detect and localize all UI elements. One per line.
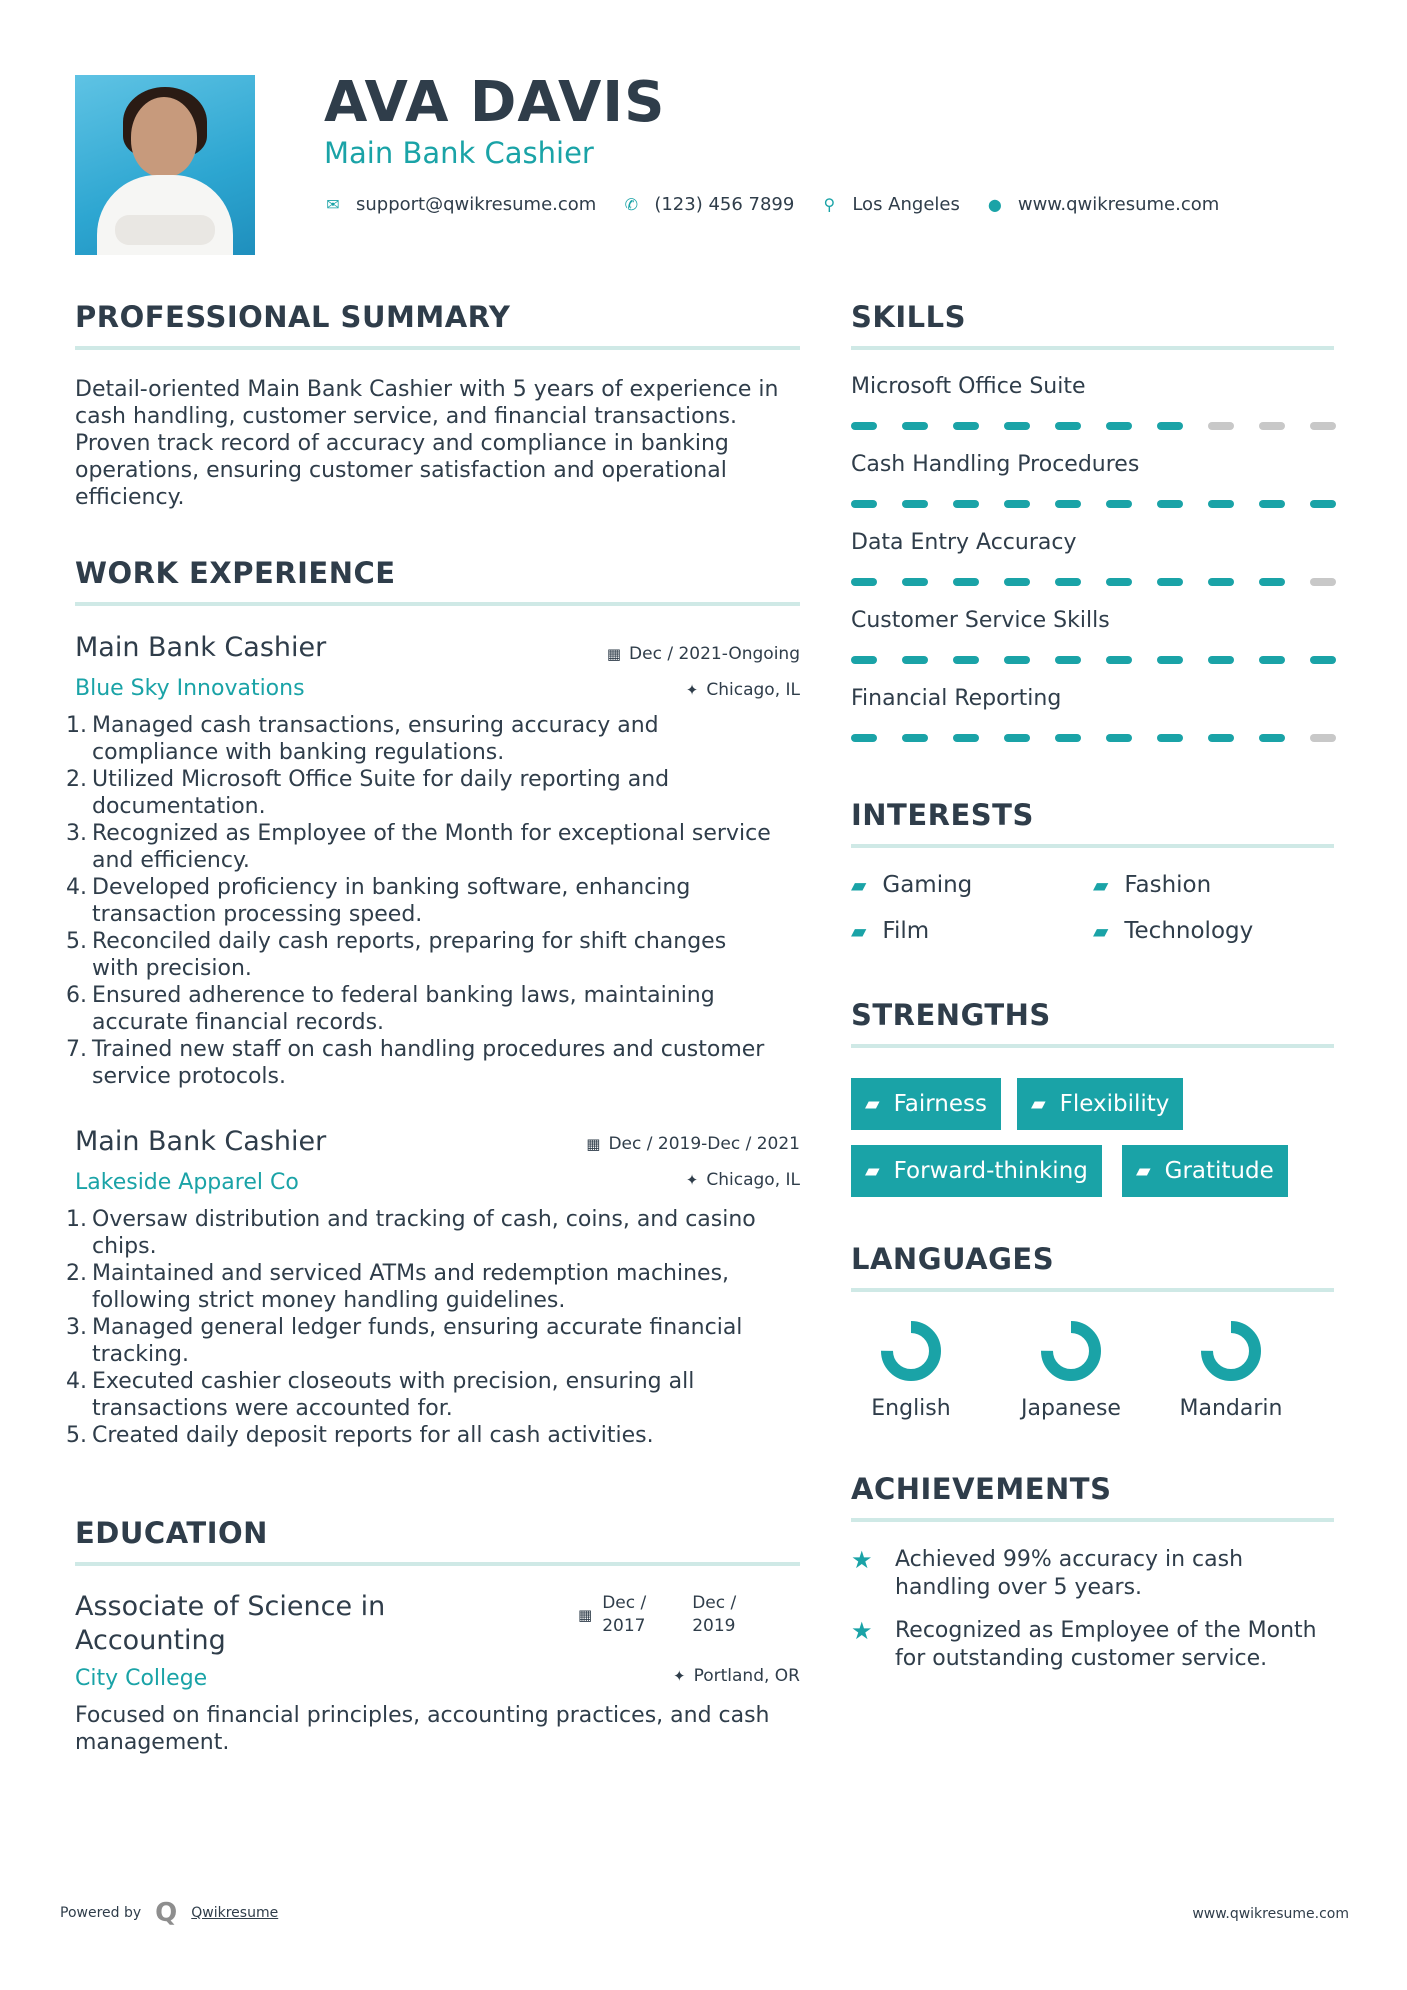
calendar-icon: ▦ [578,1606,593,1624]
job-company: Blue Sky Innovations [75,676,305,701]
achievement-item [851,1617,1351,1673]
duty-text [92,982,715,1036]
skill-dot-filled [1106,500,1132,508]
duty-text [92,874,690,928]
duty-line: Utilized Microsoft Office Suite for daily reporting and [92,767,670,792]
skill-dot-filled [953,500,979,508]
job-title: Main Bank Cashier [75,632,327,663]
footer-website[interactable]: www.qwikresume.com [1192,1906,1349,1922]
contact-location: Los Angeles [852,194,960,215]
education-end-month: Dec / [692,1593,737,1613]
duty-text [92,712,659,766]
skill-dot-filled [953,422,979,430]
duty-number: 6. [66,983,87,1008]
skill-dot-filled [1055,422,1081,430]
languages-divider [851,1288,1334,1292]
education-end-year: 2019 [692,1616,736,1636]
skill-name: Data Entry Accuracy [851,530,1077,555]
duty-item [66,1368,796,1422]
duty-line: and efficiency. [92,848,250,873]
skill-dot-filled [1055,734,1081,742]
education-divider [75,1562,800,1566]
strength-chip [851,1078,1001,1130]
strength-label: Gratitude [1164,1158,1274,1184]
skill-dot-filled [902,656,928,664]
star-icon: ★ [851,1546,873,1574]
duty-line: transactions were accounted for. [92,1396,453,1421]
education-location-text: Portland, OR [693,1666,800,1686]
skill-dot-filled [1055,578,1081,586]
education-dates [578,1592,736,1638]
book-icon: ▰ [1136,1160,1151,1182]
pin-icon: ✦ [685,681,699,699]
duty-line: tracking. [92,1342,190,1367]
pin-icon: ✦ [685,1171,699,1189]
calendar-icon: ▦ [586,1135,601,1153]
achievement-line: handling over 5 years. [895,1575,1143,1600]
skill-name: Customer Service Skills [851,608,1110,633]
skill-dot-filled [1157,578,1183,586]
duty-line: Ensured adherence to federal banking laws, maintaining [92,983,715,1008]
email-icon: ✉ [326,195,340,214]
job-location-text: Chicago, IL [706,1170,800,1190]
skill-dot-filled [953,734,979,742]
language-progress-ring [1040,1320,1102,1382]
language-progress-ring [880,1320,942,1382]
duty-line: Recognized as Employee of the Month for exceptional service [92,821,771,846]
skill-dot-filled [902,422,928,430]
skill-dot-filled [1004,656,1030,664]
duty-item [66,1260,796,1314]
interests-heading: INTERESTS [851,798,1034,832]
skill-dot-filled [1106,422,1132,430]
duty-line: Maintained and serviced ATMs and redemption machines, [92,1261,730,1286]
photo-face-shape [131,97,197,177]
skill-dot-empty [1310,422,1336,430]
skill-dot-empty [1310,734,1336,742]
book-icon: ▰ [865,1093,880,1115]
duty-item [66,1314,796,1368]
book-icon: ▰ [1031,1093,1046,1115]
duty-line: with precision. [92,956,252,981]
language-progress-ring [1200,1320,1262,1382]
duty-line: chips. [92,1234,157,1259]
duty-line: transaction processing speed. [92,902,423,927]
duty-line: Managed general ledger funds, ensuring accurate financial [92,1315,743,1340]
book-icon: ▰ [851,873,867,897]
degree-title [75,1590,385,1658]
qwikresume-logo-icon: Q [155,1898,178,1928]
duty-item [66,1206,796,1260]
interest-item [1093,918,1253,944]
duty-line: accurate financial records. [92,1010,385,1035]
duty-text [92,1314,742,1368]
duty-text [92,820,771,874]
skill-level-bar [851,656,1361,664]
skill-dot-filled [1310,500,1336,508]
skills-divider [851,346,1334,350]
skill-dot-filled [1157,734,1183,742]
interest-label: Technology [1124,918,1254,944]
languages-heading: LANGUAGES [851,1242,1055,1276]
skill-dot-filled [1004,734,1030,742]
skill-name: Cash Handling Procedures [851,452,1140,477]
star-icon: ★ [851,1617,873,1645]
globe-icon: ● [987,195,1002,214]
achievements-heading: ACHIEVEMENTS [851,1472,1112,1506]
candidate-name: AVA DAVIS [324,70,666,135]
language-item [1176,1320,1286,1421]
skill-dot-filled [902,578,928,586]
strengths-divider [851,1044,1334,1048]
duty-number: 1. [66,713,87,738]
language-progress-arc [1207,1327,1255,1375]
summary-text: Detail-oriented Main Bank Cashier with 5 years of experience in cash handling, customer service, and financial transactions. Proven track record of accuracy and compliance in banking operations, ensuring customer satisfaction and operational efficiency. [75,377,779,510]
skill-level-bar [851,734,1361,742]
contact-bar [324,194,1245,215]
skill-dot-filled [1259,578,1285,586]
strength-label: Forward-thinking [893,1158,1088,1184]
language-progress-arc [1047,1327,1095,1375]
skill-dot-filled [1106,578,1132,586]
job-company: Lakeside Apparel Co [75,1170,299,1195]
duty-text [92,1036,764,1090]
achievement-line: for outstanding customer service. [895,1646,1268,1671]
school-name: City College [75,1666,208,1691]
candidate-role: Main Bank Cashier [324,136,594,170]
interest-label: Film [882,918,930,944]
duty-line: following strict money handling guidelines. [92,1288,566,1313]
interest-label: Fashion [1124,872,1212,898]
skill-dot-filled [1208,656,1234,664]
photo-arms-shape [115,215,215,245]
education-start [602,1592,692,1638]
duty-item [66,928,796,982]
contact-email[interactable]: support@qwikresume.com [356,194,597,215]
duty-text [92,1260,729,1314]
interests-divider [851,844,1334,848]
language-name: Mandarin [1179,1396,1283,1421]
summary-heading: PROFESSIONAL SUMMARY [75,300,511,334]
interest-label: Gaming [882,872,973,898]
skill-dot-empty [1208,422,1234,430]
achievements-divider [851,1518,1334,1522]
duty-number: 3. [66,1315,87,1340]
duty-number: 4. [66,875,87,900]
job-title: Main Bank Cashier [75,1126,327,1157]
duty-number: 3. [66,821,87,846]
duty-line: Executed cashier closeouts with precision, ensuring all [92,1369,695,1394]
education-heading: EDUCATION [75,1516,268,1550]
interest-item [1093,872,1211,898]
strengths-heading: STRENGTHS [851,998,1051,1032]
job-location [686,1170,800,1190]
language-item [1016,1320,1126,1421]
duty-number: 7. [66,1037,87,1062]
duty-line: Managed cash transactions, ensuring accuracy and [92,713,659,738]
skill-level-bar [851,500,1361,508]
skill-dot-filled [1055,656,1081,664]
skill-dot-filled [1259,734,1285,742]
duty-text [92,766,669,820]
duty-line: Oversaw distribution and tracking of cash, coins, and casino [92,1207,756,1232]
skill-dot-empty [1259,422,1285,430]
language-progress-arc [887,1327,935,1375]
duty-line: documentation. [92,794,266,819]
phone-icon: ✆ [624,195,639,214]
skill-dot-filled [851,500,877,508]
duty-number: 4. [66,1369,87,1394]
skill-dot-filled [1208,734,1234,742]
summary-divider [75,346,800,350]
skill-dot-filled [1310,656,1336,664]
book-icon: ▰ [865,1160,880,1182]
skill-dot-filled [1259,500,1285,508]
duty-item [66,1036,796,1090]
book-icon: ▰ [1093,919,1109,943]
skill-dot-filled [851,422,877,430]
profile-photo [75,75,255,255]
location-pin-icon: ⚲ [823,195,836,214]
achievement-line: Recognized as Employee of the Month [895,1618,1317,1643]
footer-powered-by [60,1898,278,1928]
skills-heading: SKILLS [851,300,966,334]
job-dates-text: Dec / 2021-Ongoing [629,644,800,664]
skill-name: Microsoft Office Suite [851,374,1086,399]
education-description: Focused on financial principles, accounting practices, and cash management. [75,1703,770,1755]
skill-dot-filled [902,734,928,742]
contact-phone[interactable]: (123) 456 7899 [654,194,795,215]
duty-text [92,1368,694,1422]
duty-number: 5. [66,1423,87,1448]
skill-dot-filled [1157,422,1183,430]
language-item [856,1320,966,1421]
skill-dot-filled [1157,656,1183,664]
interest-item [851,918,929,944]
skill-dot-filled [1208,500,1234,508]
duty-item [66,874,796,928]
education-location [673,1666,800,1686]
duty-item [66,1422,796,1449]
education-end [692,1592,736,1638]
skill-level-bar [851,578,1361,586]
skill-dot-empty [1310,578,1336,586]
skill-dot-filled [1004,578,1030,586]
pin-icon: ✦ [673,1667,686,1685]
duty-item [66,766,796,820]
duty-item [66,820,796,874]
contact-website[interactable]: www.qwikresume.com [1017,194,1220,215]
achievement-item [851,1546,1351,1602]
duty-line: compliance with banking regulations. [92,740,505,765]
skill-name: Financial Reporting [851,686,1062,711]
job-dates-text: Dec / 2019-Dec / 2021 [608,1134,800,1154]
duty-number: 5. [66,929,87,954]
job-location [686,680,800,700]
skill-dot-filled [851,578,877,586]
job-duties-list [66,1206,796,1449]
interest-item [851,872,972,898]
duty-number: 2. [66,1261,87,1286]
duty-line: service protocols. [92,1064,286,1089]
skill-dot-filled [1004,500,1030,508]
skill-dot-filled [953,656,979,664]
skill-dot-filled [1106,656,1132,664]
experience-divider [75,602,800,606]
strength-chip [851,1145,1102,1197]
duty-line: Developed proficiency in banking software, enhancing [92,875,691,900]
language-name: English [871,1396,951,1421]
skill-dot-filled [851,656,877,664]
job-dates [586,1134,800,1154]
education-start-month: Dec / [602,1593,647,1613]
skill-dot-filled [851,734,877,742]
skill-dot-filled [1004,422,1030,430]
duty-item [66,712,796,766]
skill-dot-filled [1208,578,1234,586]
strength-label: Fairness [893,1091,987,1117]
strength-chip [1122,1145,1288,1197]
skill-dot-filled [1157,500,1183,508]
degree-line-1: Associate of Science in [75,1591,386,1622]
duty-text [92,1206,756,1260]
skill-dot-filled [1106,734,1132,742]
language-name: Japanese [1021,1396,1121,1421]
achievement-line: Achieved 99% accuracy in cash [895,1547,1244,1572]
duty-text [92,1422,654,1449]
duty-number: 1. [66,1207,87,1232]
duty-item [66,982,796,1036]
job-duties-list [66,712,796,1090]
duty-line: Created daily deposit reports for all cash activities. [92,1423,654,1448]
book-icon: ▰ [1093,873,1109,897]
powered-by-label: Powered by [60,1905,142,1921]
skill-level-bar [851,422,1361,430]
brand-link[interactable]: Qwikresume [191,1905,279,1921]
job-location-text: Chicago, IL [706,680,800,700]
job-dates [607,644,800,664]
duty-text [92,928,726,982]
book-icon: ▰ [851,919,867,943]
skill-dot-filled [953,578,979,586]
skill-dot-filled [902,500,928,508]
duty-number: 2. [66,767,87,792]
strength-chip [1017,1078,1183,1130]
skill-dot-filled [1259,656,1285,664]
degree-line-2: Accounting [75,1625,226,1656]
calendar-icon: ▦ [606,645,622,663]
skill-dot-filled [1055,500,1081,508]
duty-line: Reconciled daily cash reports, preparing for shift changes [92,929,727,954]
strength-label: Flexibility [1059,1091,1170,1117]
experience-heading: WORK EXPERIENCE [75,556,396,590]
duty-line: Trained new staff on cash handling procedures and customer [92,1037,765,1062]
education-start-year: 2017 [602,1616,646,1636]
